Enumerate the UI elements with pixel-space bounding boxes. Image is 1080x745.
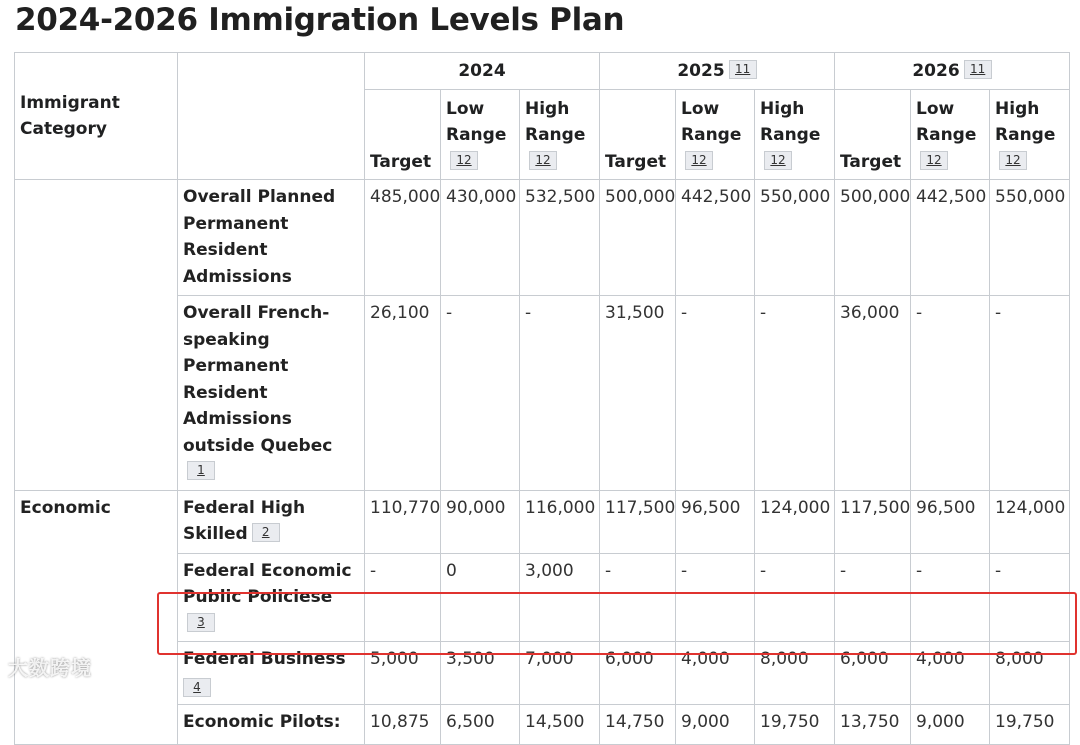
value-cell: 3,000 [520,553,600,642]
table-row [15,490,1070,553]
footnote-link[interactable]: 1 [187,461,215,480]
value-cell: 19,750 [755,705,835,745]
year-header-2026 [835,53,1070,90]
subcategory-cell: Overall Planned Permanent Resident Admissions [178,180,365,296]
year-header-2025 [600,53,835,90]
footnote-link[interactable]: 12 [999,151,1027,170]
value-cell: 124,000 [755,490,835,553]
value-cell: 96,500 [676,490,755,553]
value-cell: 14,500 [520,705,600,745]
value-cell: - [365,553,441,642]
high-range-header: High Range 12 [755,90,835,180]
value-cell: 10,875 [365,705,441,745]
footnote-link[interactable]: 2 [252,523,280,542]
value-cell: 116,000 [520,490,600,553]
category-column-header: Immigrant Category [15,53,178,180]
low-range-header: Low Range 12 [911,90,990,180]
value-cell: 8,000 [990,642,1070,705]
target-header: Target [365,90,441,180]
value-cell: - [676,296,755,491]
footnote-link[interactable]: 12 [920,151,948,170]
page-title: 2024-2026 Immigration Levels Plan [15,2,625,38]
year-label: 2026 [912,60,960,81]
value-cell: - [990,296,1070,491]
footnote-link[interactable]: 11 [729,60,757,79]
value-cell: 3,500 [441,642,520,705]
value-cell: - [755,296,835,491]
value-cell: 532,500 [520,180,600,296]
value-cell: 90,000 [441,490,520,553]
value-cell: - [911,553,990,642]
high-range-header: High Range 12 [520,90,600,180]
value-cell: 31,500 [600,296,676,491]
year-label: 2024 [458,60,506,81]
value-cell: 550,000 [755,180,835,296]
value-cell: - [520,296,600,491]
subcategory-cell: Federal High Skilled 2 [178,490,365,553]
subcategory-cell: Federal Business 4 [178,642,365,705]
footnote-link[interactable]: 12 [685,151,713,170]
subcategory-column-header [178,53,365,180]
year-label: 2025 [677,60,725,81]
value-cell: 442,500 [676,180,755,296]
value-cell: 117,500 [600,490,676,553]
value-cell: 485,000 [365,180,441,296]
value-cell: 0 [441,553,520,642]
value-cell: 14,750 [600,705,676,745]
value-cell: 430,000 [441,180,520,296]
footnote-link[interactable]: 12 [450,151,478,170]
footnote-link[interactable]: 11 [964,60,992,79]
value-cell: - [835,553,911,642]
category-cell: Economic [15,490,178,745]
footnote-link[interactable]: 3 [187,613,215,632]
value-cell: 550,000 [990,180,1070,296]
high-range-header: High Range 12 [990,90,1070,180]
value-cell: 500,000 [600,180,676,296]
value-cell: 8,000 [755,642,835,705]
target-header: Target [835,90,911,180]
low-range-header: Low Range 12 [676,90,755,180]
low-range-header: Low Range 12 [441,90,520,180]
value-cell: - [676,553,755,642]
value-cell: 19,750 [990,705,1070,745]
category-cell [15,180,178,491]
subcategory-cell: Economic Pilots: [178,705,365,745]
subcategory-cell: Federal Economic Public Policiese3 [178,553,365,642]
value-cell: - [990,553,1070,642]
subcategory-cell: Overall French-speaking Permanent Resident Admissions outside Quebec1 [178,296,365,491]
value-cell: 6,000 [835,642,911,705]
value-cell: 124,000 [990,490,1070,553]
value-cell: 7,000 [520,642,600,705]
value-cell: 4,000 [911,642,990,705]
value-cell: 26,100 [365,296,441,491]
value-cell: - [911,296,990,491]
value-cell: 13,750 [835,705,911,745]
value-cell: 36,000 [835,296,911,491]
value-cell: 117,500 [835,490,911,553]
value-cell: - [600,553,676,642]
target-header: Target [600,90,676,180]
value-cell: 5,000 [365,642,441,705]
value-cell: 4,000 [676,642,755,705]
footnote-link[interactable]: 12 [764,151,792,170]
footnote-link[interactable]: 4 [183,678,211,697]
value-cell: 110,770 [365,490,441,553]
value-cell: 96,500 [911,490,990,553]
value-cell: 500,000 [835,180,911,296]
value-cell: 9,000 [676,705,755,745]
value-cell: 442,500 [911,180,990,296]
value-cell: 6,000 [600,642,676,705]
value-cell: - [755,553,835,642]
footnote-link[interactable]: 12 [529,151,557,170]
table-row [15,180,1070,296]
year-header-2024 [365,53,600,90]
value-cell: - [441,296,520,491]
watermark: 大数跨境 [8,656,92,680]
value-cell: 9,000 [911,705,990,745]
value-cell: 6,500 [441,705,520,745]
immigration-levels-table [14,52,1070,745]
